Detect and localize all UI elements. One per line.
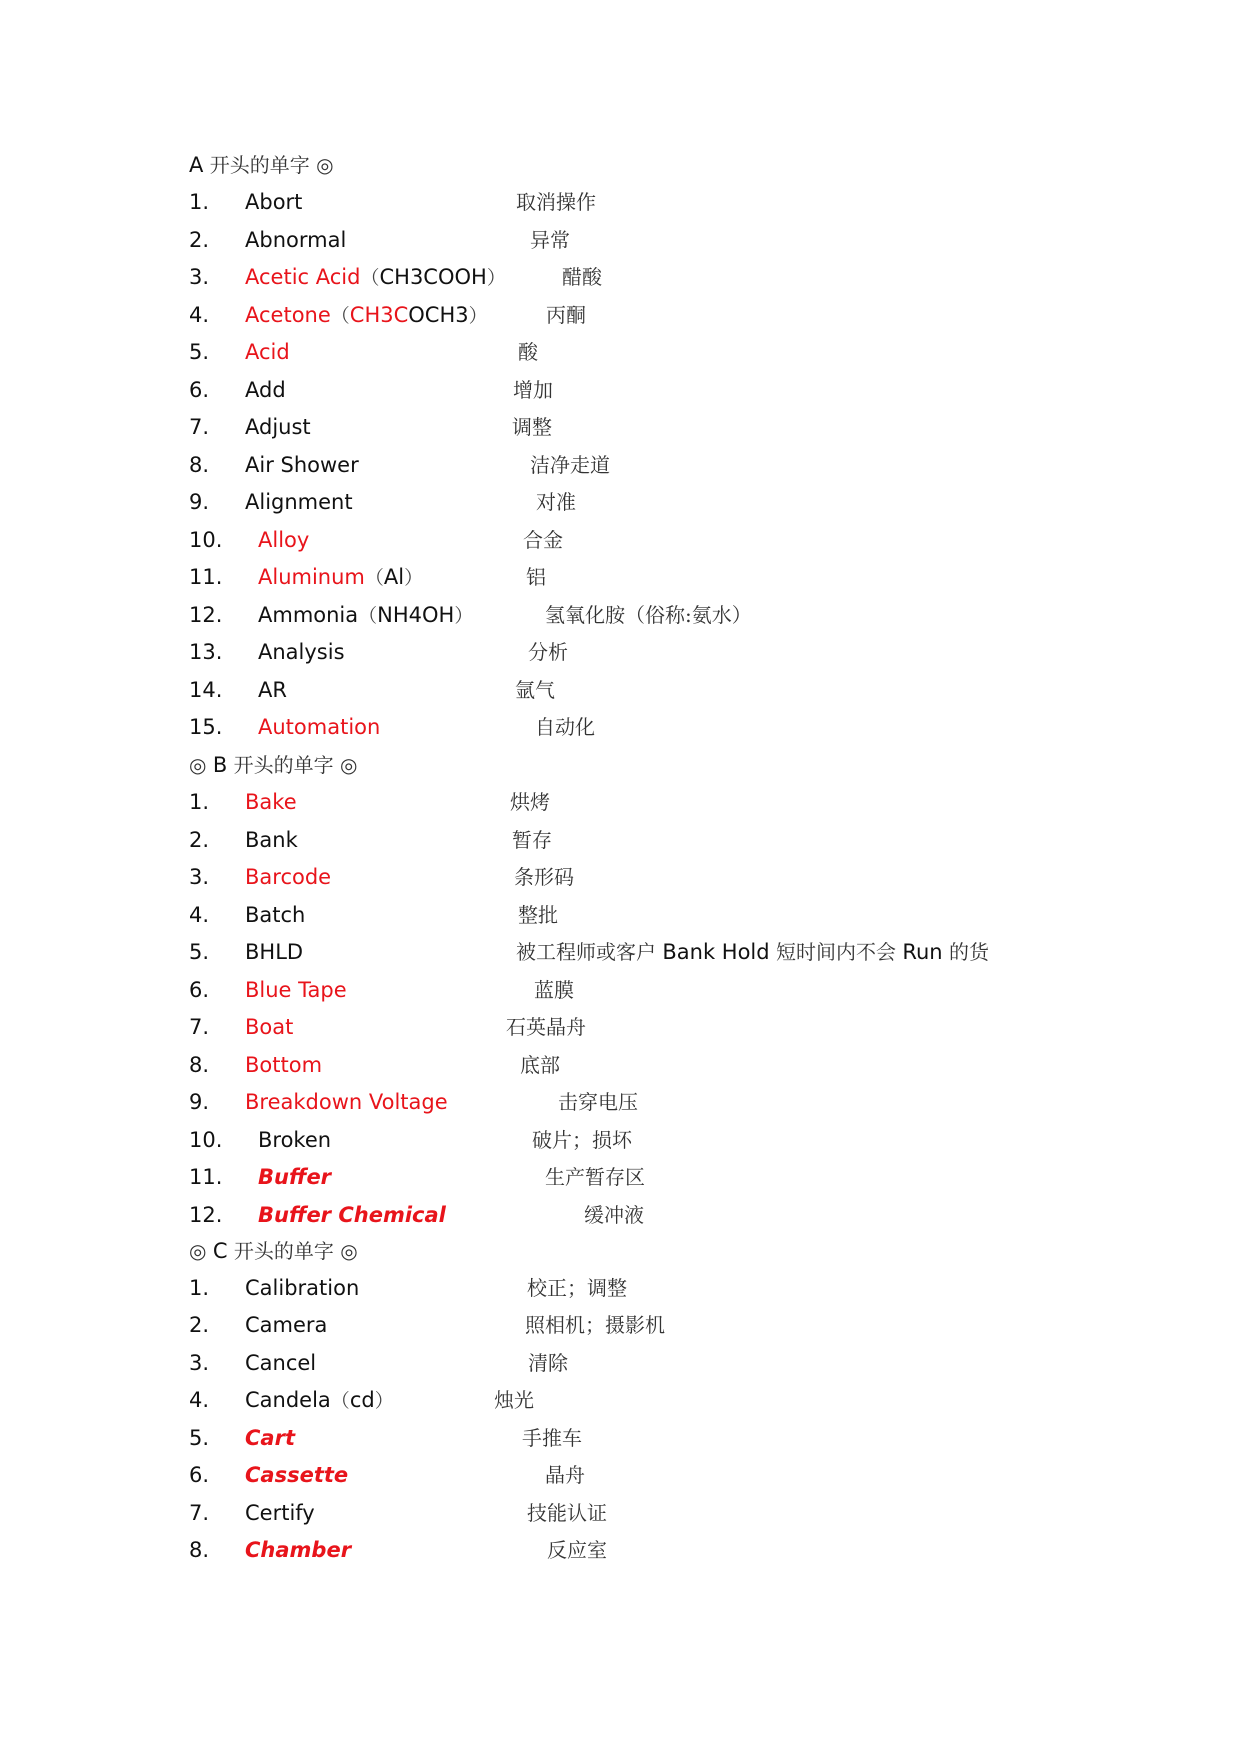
item-number: 2.: [189, 828, 210, 852]
term-word: Analysis: [258, 640, 345, 664]
item-term: [245, 1532, 351, 1569]
item-number: 14.: [189, 678, 223, 702]
item-term: [245, 934, 303, 971]
item-number: 1.: [189, 190, 210, 214]
item-number: 7.: [189, 1015, 210, 1039]
list-item: [0, 784, 1241, 821]
item-term: [258, 1159, 331, 1196]
item-meaning: 晶舟: [545, 1463, 585, 1487]
term-word: Abort: [245, 190, 303, 214]
list-item: [0, 559, 1241, 596]
term-word: Add: [245, 378, 286, 402]
item-term: [258, 522, 309, 559]
item-number: 4.: [189, 1388, 210, 1412]
term-word: Ammonia: [258, 603, 359, 627]
item-term: [245, 859, 331, 896]
list-item: [0, 372, 1241, 409]
section-heading: A 开头的单字 ◎: [189, 153, 334, 177]
list-item: [0, 597, 1241, 634]
item-meaning: 技能认证: [527, 1501, 607, 1525]
item-meaning: 蓝膜: [534, 978, 574, 1002]
term-word: Blue Tape: [245, 978, 347, 1002]
item-meaning: 石英晶舟: [506, 1015, 586, 1039]
item-meaning: 被工程师或客户 Bank Hold 短时间内不会 Run 的货: [516, 940, 989, 964]
item-number: 5.: [189, 340, 210, 364]
term-word: Cassette: [245, 1463, 349, 1487]
item-number: 6.: [189, 1463, 210, 1487]
list-item: [0, 334, 1241, 371]
item-meaning: 破片；损坏: [532, 1128, 632, 1152]
list-item: [0, 447, 1241, 484]
item-meaning: 丙酮: [546, 303, 586, 327]
item-meaning: 底部: [520, 1053, 560, 1077]
term-note: （NH4OH）: [358, 603, 474, 627]
term-word: Barcode: [245, 865, 332, 889]
term-word: Acetone: [245, 303, 331, 327]
item-term: [245, 447, 359, 484]
list-item: [0, 409, 1241, 446]
list-item: [0, 1420, 1241, 1457]
list-item: [0, 1532, 1241, 1569]
item-number: 8.: [189, 1538, 210, 1562]
item-term: [245, 1457, 348, 1494]
item-term: [245, 1345, 316, 1382]
item-number: 1.: [189, 790, 210, 814]
item-term: [245, 822, 298, 859]
term-word: BHLD: [245, 940, 304, 964]
term-word: Acetic Acid: [245, 265, 361, 289]
item-meaning: 酸: [518, 340, 538, 364]
term-word: Bottom: [245, 1053, 323, 1077]
item-term: [245, 1270, 359, 1307]
list-item: [0, 934, 1241, 971]
item-meaning: 增加: [513, 378, 553, 402]
item-meaning: 分析: [528, 640, 568, 664]
item-number: 7.: [189, 1501, 210, 1525]
item-number: 9.: [189, 1090, 210, 1114]
term-word: Camera: [245, 1313, 328, 1337]
term-word: Certify: [245, 1501, 315, 1525]
term-word: Bake: [245, 790, 297, 814]
item-meaning: 调整: [512, 415, 552, 439]
item-number: 11.: [189, 1165, 223, 1189]
list-item: [0, 1047, 1241, 1084]
item-term: [245, 1420, 295, 1457]
item-meaning: 整批: [518, 903, 558, 927]
item-meaning: 氩气: [515, 678, 555, 702]
item-meaning: 烛光: [494, 1388, 534, 1412]
term-note: （Al）: [364, 565, 424, 589]
term-word: Aluminum: [258, 565, 365, 589]
list-item: [0, 1197, 1241, 1234]
item-term: [258, 597, 473, 635]
item-number: 15.: [189, 715, 223, 739]
item-meaning: 暂存: [512, 828, 552, 852]
item-number: 3.: [189, 1351, 210, 1375]
item-term: [245, 1084, 448, 1121]
item-meaning: 氢氧化胺（俗称:氨水）: [545, 603, 752, 627]
item-number: 11.: [189, 565, 223, 589]
term-note: （CH3COOH）: [360, 265, 506, 289]
list-item: [0, 1084, 1241, 1121]
term-word: Alloy: [258, 528, 310, 552]
list-item: [0, 259, 1241, 296]
item-term: [258, 634, 345, 671]
term-word: Chamber: [245, 1538, 352, 1562]
term-word: Buffer: [258, 1165, 332, 1189]
list-item: [0, 634, 1241, 671]
item-number: 5.: [189, 1426, 210, 1450]
item-term: [245, 1495, 315, 1532]
item-term: [245, 259, 506, 297]
item-meaning: 反应室: [547, 1538, 607, 1562]
item-meaning: 照相机；摄影机: [525, 1313, 665, 1337]
item-number: 12.: [189, 603, 223, 627]
item-term: [245, 1382, 394, 1420]
item-meaning: 铝: [526, 565, 546, 589]
item-number: 10.: [189, 528, 223, 552]
item-term: [245, 1009, 293, 1046]
list-item: [0, 1009, 1241, 1046]
item-number: 6.: [189, 378, 210, 402]
item-number: 2.: [189, 1313, 210, 1337]
term-word: Automation: [258, 715, 381, 739]
item-term: [245, 297, 488, 335]
section-heading: ◎ C 开头的单字 ◎: [189, 1239, 358, 1263]
list-item: [0, 709, 1241, 746]
list-item: [0, 672, 1241, 709]
list-item: [0, 522, 1241, 559]
item-term: [258, 672, 287, 709]
term-word: Batch: [245, 903, 306, 927]
item-term: [245, 484, 353, 521]
item-number: 10.: [189, 1128, 223, 1152]
item-number: 5.: [189, 940, 210, 964]
item-number: 13.: [189, 640, 223, 664]
item-term: [258, 709, 380, 746]
item-number: 3.: [189, 865, 210, 889]
list-item: [0, 1457, 1241, 1494]
item-meaning: 击穿电压: [558, 1090, 638, 1114]
list-item: [0, 1495, 1241, 1532]
item-number: 12.: [189, 1203, 223, 1227]
term-word: Adjust: [245, 415, 311, 439]
term-word: Air Shower: [245, 453, 359, 477]
item-term: [245, 334, 290, 371]
item-meaning: 缓冲液: [584, 1203, 644, 1227]
list-item: [0, 972, 1241, 1009]
term-word: Bank: [245, 828, 298, 852]
list-item: [0, 1345, 1241, 1382]
item-number: 6.: [189, 978, 210, 1002]
term-word: Boat: [245, 1015, 294, 1039]
item-term: [245, 1047, 322, 1084]
term-word: Calibration: [245, 1276, 360, 1300]
item-term: [245, 184, 302, 221]
term-word: Candela: [245, 1388, 331, 1412]
item-term: [245, 222, 346, 259]
item-meaning: 手推车: [522, 1426, 582, 1450]
item-term: [245, 372, 286, 409]
section-heading: ◎ B 开头的单字 ◎: [189, 753, 358, 777]
item-number: 4.: [189, 903, 210, 927]
list-item: [0, 859, 1241, 896]
item-term: [245, 972, 347, 1009]
term-word: Cancel: [245, 1351, 317, 1375]
item-meaning: 条形码: [514, 865, 574, 889]
term-word: Abnormal: [245, 228, 347, 252]
term-word: Breakdown Voltage: [245, 1090, 448, 1114]
term-word: Alignment: [245, 490, 353, 514]
term-note: （cd）: [330, 1388, 394, 1412]
item-number: 8.: [189, 1053, 210, 1077]
item-number: 3.: [189, 265, 210, 289]
term-word: AR: [258, 678, 287, 702]
item-meaning: 取消操作: [516, 190, 596, 214]
item-meaning: 校正；调整: [527, 1276, 627, 1300]
item-term: [245, 897, 305, 934]
item-term: [258, 1122, 331, 1159]
list-item: [0, 484, 1241, 521]
list-item: [0, 1307, 1241, 1344]
list-item: [0, 1382, 1241, 1419]
item-meaning: 合金: [523, 528, 563, 552]
item-meaning: 洁净走道: [530, 453, 610, 477]
item-term: [258, 559, 423, 597]
list-item: [0, 897, 1241, 934]
item-number: 4.: [189, 303, 210, 327]
term-note: （CH3COCH3）: [330, 303, 488, 327]
list-item: [0, 222, 1241, 259]
item-term: [245, 1307, 327, 1344]
list-item: [0, 1270, 1241, 1307]
item-number: 8.: [189, 453, 210, 477]
list-item: [0, 1159, 1241, 1196]
item-number: 1.: [189, 1276, 210, 1300]
item-number: 2.: [189, 228, 210, 252]
item-term: [258, 1197, 446, 1234]
item-number: 7.: [189, 415, 210, 439]
item-meaning: 醋酸: [562, 265, 602, 289]
list-item: [0, 822, 1241, 859]
item-meaning: 自动化: [535, 715, 595, 739]
item-term: [245, 784, 297, 821]
item-meaning: 生产暂存区: [545, 1165, 645, 1189]
term-word: Cart: [245, 1426, 295, 1450]
item-meaning: 异常: [530, 228, 570, 252]
list-item: [0, 297, 1241, 334]
list-item: [0, 184, 1241, 221]
term-word: Buffer Chemical: [258, 1203, 446, 1227]
term-word: Broken: [258, 1128, 332, 1152]
term-word: Acid: [245, 340, 290, 364]
item-meaning: 对准: [536, 490, 576, 514]
item-number: 9.: [189, 490, 210, 514]
item-term: [245, 409, 311, 446]
item-meaning: 烘烤: [510, 790, 550, 814]
item-meaning: 清除: [528, 1351, 568, 1375]
list-item: [0, 1122, 1241, 1159]
